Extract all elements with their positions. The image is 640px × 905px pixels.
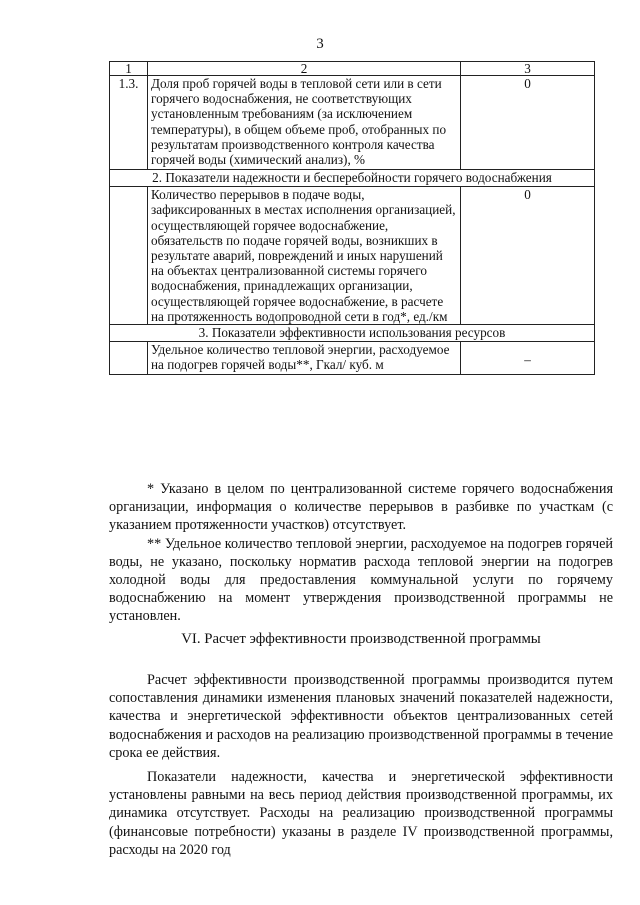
section-title-3: 3. Показатели эффективности использования ресурсов bbox=[110, 325, 595, 342]
row-description: Удельное количество тепловой энергии, расходуемое на подогрев горячей воды**, Гкал/ куб. м bbox=[148, 342, 461, 375]
footnotes bbox=[109, 480, 613, 626]
header-col-1: 1 bbox=[110, 62, 148, 76]
page-number: 3 bbox=[316, 36, 324, 52]
row-number bbox=[110, 187, 148, 325]
row-value: – bbox=[461, 342, 595, 375]
row-number: 1.3. bbox=[110, 76, 148, 170]
header-col-2: 2 bbox=[148, 62, 461, 76]
section-heading: VI. Расчет эффективности производственной программы bbox=[181, 631, 541, 647]
footnote-2: ** Удельное количество тепловой энергии, расходуемое на подогрев горячей воды, не указано, поскольку норматив расхода тепловой энергии на подогрев холодной воды для предоставления коммунальной услуги по горячему водоснабжению на момент утверждения производственной программы не установлен. bbox=[109, 535, 613, 625]
indicators-table bbox=[109, 61, 595, 375]
table-row bbox=[110, 187, 595, 325]
row-description: Количество перерывов в подаче воды, зафиксированных в местах исполнения организацией, осуществляющей горячее водоснабжение, обязательств по подаче горячей воды, возникших в результате аварий, повреждений и иных нарушений на объектах централизованной системы горячего водоснабжения, принадлежащих организации, осуществляющей горячее водоснабжение, в расчете на протяженность водопроводной сети в год*, ед./км bbox=[148, 187, 461, 325]
row-number bbox=[110, 342, 148, 375]
row-value: 0 bbox=[461, 76, 595, 170]
header-col-3: 3 bbox=[461, 62, 595, 76]
section-title-2: 2. Показатели надежности и бесперебойности горячего водоснабжения bbox=[110, 170, 595, 187]
section-row bbox=[110, 170, 595, 187]
table-header-row bbox=[110, 62, 595, 76]
footnote-1: * Указано в целом по централизованной системе горячего водоснабжения организации, информация о количестве перерывов в разбивке по участкам (с указанием протяженности участков) отсутствует. bbox=[109, 481, 613, 534]
row-description: Доля проб горячей воды в тепловой сети или в сети горячего водоснабжения, не соответствующих установленным требованиям (за исключением температуры), в общем объеме проб, отобранных по результатам производственного контроля качества горячей воды (химический анализ), % bbox=[148, 76, 461, 170]
section-row bbox=[110, 325, 595, 342]
row-value: 0 bbox=[461, 187, 595, 325]
table-row bbox=[110, 76, 595, 170]
table-row bbox=[110, 342, 595, 375]
paragraph-1: Расчет эффективности производственной программы производится путем сопоставления динамики изменения плановых значений показателей надежности, качества и энергетической эффективности объектов централизованных сетей водоснабжения и расходов на реализацию производственной программы в течение срока ее действия. bbox=[109, 672, 613, 761]
paragraph-2: Показатели надежности, качества и энергетической эффективности установлены равными на весь период действия производственной программы, их динамика отсутствует. Расходы на реализацию производственной программы (финансовые потребности) указаны в разделе IV производственной программы, расходы на 2020 год bbox=[109, 769, 613, 858]
body-text bbox=[109, 671, 613, 859]
